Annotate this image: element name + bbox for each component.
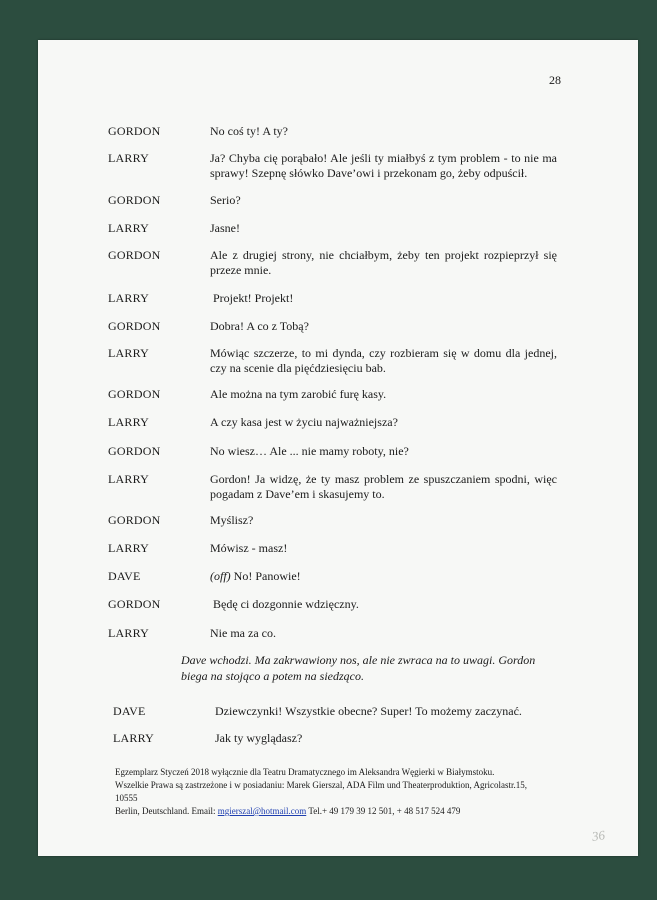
dialogue-line: Jak ty wyglądasz? — [215, 731, 303, 745]
dialogue-line: Będę ci dozgonnie wdzięczny. — [213, 597, 359, 611]
footer-text: Tel.+ 49 179 39 12 501, + 48 517 524 479 — [306, 806, 461, 816]
speaker-name: GORDON — [108, 513, 161, 527]
dialogue-line: Dziewczynki! Wszystkie obecne? Super! To możemy zaczynać. — [215, 704, 522, 718]
copyright-footer — [115, 766, 535, 818]
speaker-name: GORDON — [108, 597, 161, 611]
dialogue-line: Myślisz? — [210, 513, 254, 527]
speaker-name: LARRY — [108, 291, 150, 305]
speaker-name: LARRY — [108, 151, 150, 165]
dialogue-line: Dobra! A co z Tobą? — [210, 319, 309, 333]
dialogue-line: Ja? Chyba cię porąbało! Ale jeśli ty miałbyś z tym problem - to nie ma sprawy! Szepnę słówko Dave’owi i przekonam go, żeby odpuścił. — [210, 151, 557, 180]
pencil-page-mark: 36 — [590, 827, 606, 844]
dialogue-line: Mówiąc szczerze, to mi dynda, czy rozbieram się w domu dla jednej, czy na scenie dla pięćdziesięciu bab. — [210, 346, 557, 375]
speaker-name: GORDON — [108, 193, 161, 207]
speaker-name: GORDON — [108, 248, 161, 262]
speaker-name: LARRY — [108, 472, 150, 486]
speaker-name: DAVE — [108, 569, 141, 583]
dialogue-line: Mówisz - masz! — [210, 541, 288, 555]
footer-line — [115, 805, 535, 818]
email-link[interactable]: mgierszal@hotmail.com — [217, 806, 307, 816]
speaker-name: LARRY — [113, 731, 155, 745]
stage-paren: (off) — [210, 569, 231, 583]
dialogue-line: Ale z drugiej strony, nie chciałbym, żeby ten projekt rozpieprzył się przeze mnie. — [210, 248, 557, 277]
dialogue-line: Nie ma za co. — [210, 626, 276, 640]
speaker-name: GORDON — [108, 444, 161, 458]
dialogue-line: Gordon! Ja widzę, że ty masz problem ze spuszczaniem spodni, więc pogadam z Dave’em i skasujemy to. — [210, 472, 557, 501]
dialogue-line: A czy kasa jest w życiu najważniejsza? — [210, 415, 398, 429]
page-number: 28 — [549, 73, 561, 87]
speaker-name: LARRY — [108, 415, 150, 429]
speaker-name: LARRY — [108, 221, 150, 235]
dialogue-line: Projekt! Projekt! — [213, 291, 294, 305]
speaker-name: LARRY — [108, 541, 150, 555]
speaker-name: DAVE — [113, 704, 146, 718]
dialogue-text: No! Panowie! — [230, 569, 301, 583]
footer-text: Berlin, Deutschland. Email: — [115, 806, 218, 816]
speaker-name: LARRY — [108, 346, 150, 360]
dialogue-line — [210, 569, 557, 584]
dialogue-line: Serio? — [210, 193, 241, 207]
speaker-name: GORDON — [108, 387, 161, 401]
speaker-name: LARRY — [108, 626, 150, 640]
footer-line: Egzemplarz Styczeń 2018 wyłącznie dla Teatru Dramatycznego im Aleksandra Węgierki w Białymstoku. — [115, 767, 495, 777]
footer-line: Wszelkie Prawa są zastrzeżone i w posiadaniu: Marek Gierszal, ADA Film und Theaterproduktion, Agricolastr.15, 10555 — [115, 780, 527, 803]
dialogue-line: No wiesz… Ale ... nie mamy roboty, nie? — [210, 444, 409, 458]
speaker-name: GORDON — [108, 319, 161, 333]
dialogue-line: No coś ty! A ty? — [210, 124, 288, 138]
dialogue-line: Ale można na tym zarobić furę kasy. — [210, 387, 387, 401]
stage-direction: Dave wchodzi. Ma zakrwawiony nos, ale nie zwraca na to uwagi. Gordon biega na stojąco a potem na siedząco. — [181, 653, 536, 683]
dialogue-line: Jasne! — [210, 221, 240, 235]
speaker-name: GORDON — [108, 124, 161, 138]
